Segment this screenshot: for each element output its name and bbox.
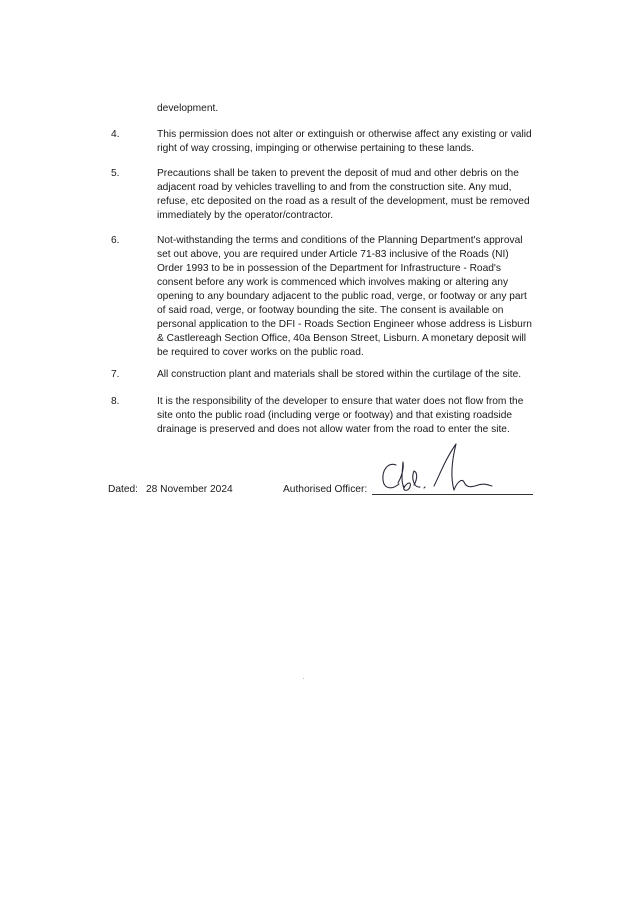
text-line: Precautions shall be taken to prevent the deposit of mud and other debris on the: [157, 168, 519, 179]
handwritten-signature: [374, 438, 494, 498]
text-line: refuse, etc deposited on the road as a result of the development, must be removed: [157, 196, 530, 207]
condition-text: [157, 368, 547, 382]
continuation-text: development.: [157, 103, 219, 114]
dated-label: Dated:: [108, 484, 139, 495]
text-line: opening to any boundary adjacent to the public road, verge, or footway or any part: [157, 291, 527, 302]
text-line: adjacent road by vehicles travelling to and from the construction site. Any mud,: [157, 182, 512, 193]
text-line: immediately by the operator/contractor.: [157, 210, 334, 221]
text-line: set out above, you are required under Article 71-83 inclusive of the Roads (NI): [157, 249, 509, 260]
text-line: right of way crossing, impinging or otherwise pertaining to these lands.: [157, 143, 475, 154]
condition-number: 5.: [111, 168, 120, 179]
text-line: Not-withstanding the terms and conditions of the Planning Department's approval: [157, 235, 523, 246]
condition-number: 4.: [111, 129, 120, 140]
text-line: & Castlereagh Section Office, 40a Benson Street, Lisburn. A monetary deposit will: [157, 333, 527, 344]
condition-number: 8.: [111, 396, 120, 407]
text-line: All construction plant and materials shall be stored within the curtilage of the site.: [157, 369, 522, 380]
dated-value: 28 November 2024: [146, 484, 233, 495]
condition-text: [157, 128, 547, 156]
text-line: Order 1993 to be in possession of the Department for Infrastructure - Road's: [157, 263, 501, 274]
condition-text: [157, 395, 547, 437]
text-line: of said road, verge, or footway bounding the site. The consent is available on: [157, 305, 504, 316]
text-line: drainage is preserved and does not allow water from the road to enter the site.: [157, 424, 510, 435]
condition-number: 7.: [111, 369, 120, 380]
text-line: consent before any work is commenced which involves making or altering any: [157, 277, 509, 288]
text-line: site onto the public road (including verge or footway) and that existing roadside: [157, 410, 513, 421]
scan-speck: [303, 678, 304, 679]
text-line: be required to cover works on the public road.: [157, 347, 364, 358]
condition-number: 6.: [111, 235, 120, 246]
condition-text: [157, 234, 547, 360]
text-line: It is the responsibility of the developer to ensure that water does not flow from the: [157, 396, 524, 407]
text-line: personal application to the DFI - Roads Section Engineer whose address is Lisburn: [157, 319, 532, 330]
condition-text: [157, 167, 547, 223]
authorised-officer-label: Authorised Officer:: [283, 484, 368, 495]
text-line: This permission does not alter or extinguish or otherwise affect any existing or valid: [157, 129, 532, 140]
